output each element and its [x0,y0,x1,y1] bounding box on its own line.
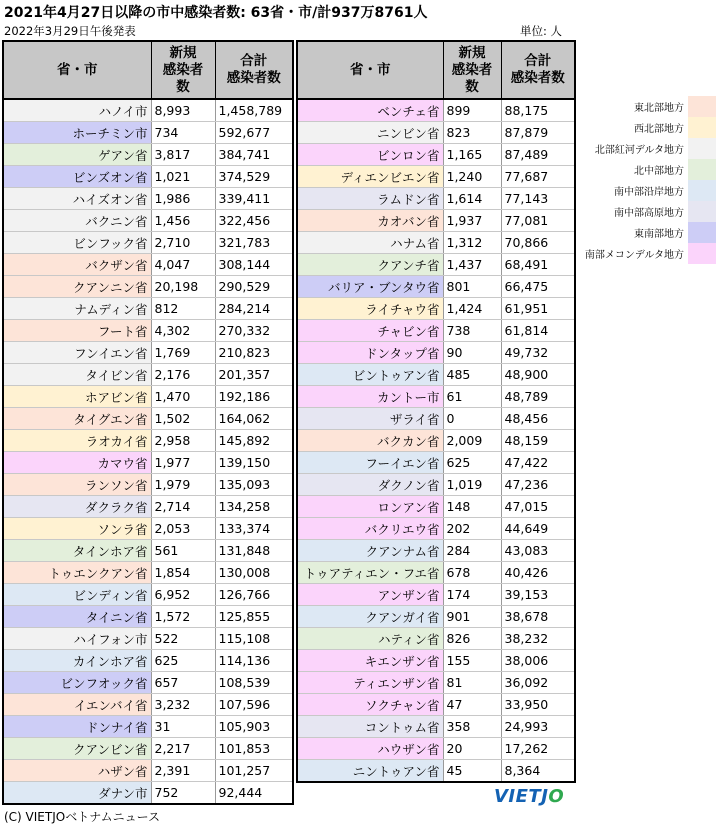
new-cases: 6,952 [151,584,215,606]
total-cases: 47,422 [501,452,575,474]
legend-label: 西北部地方 [634,124,684,135]
province-name: タイニン省 [3,606,151,628]
total-cases: 339,411 [215,188,293,210]
province-name: ソクチャン省 [297,694,443,716]
table-row [3,232,293,254]
new-cases: 3,817 [151,144,215,166]
new-cases: 1,979 [151,474,215,496]
new-cases: 1,937 [443,210,501,232]
total-cases: 135,093 [215,474,293,496]
table-row [3,99,293,122]
new-cases: 1,977 [151,452,215,474]
total-cases: 133,374 [215,518,293,540]
legend-label: 東南部地方 [634,229,684,240]
new-cases: 738 [443,320,501,342]
table-row [297,760,575,783]
province-name: ニンビン省 [297,122,443,144]
province-name: ハウザン省 [297,738,443,760]
table-row [3,122,293,144]
legend-label: 北中部地方 [634,166,684,177]
total-cases: 201,357 [215,364,293,386]
province-name: クアンナム省 [297,540,443,562]
new-cases: 81 [443,672,501,694]
province-name: ランソン省 [3,474,151,496]
new-cases: 20,198 [151,276,215,298]
new-cases: 174 [443,584,501,606]
new-cases: 20 [443,738,501,760]
table-row [297,364,575,386]
new-cases: 2,391 [151,760,215,782]
legend-swatch [688,243,716,264]
new-cases: 148 [443,496,501,518]
copyright: (C) VIETJOベトナムニュース [4,810,161,824]
province-name: ゲアン省 [3,144,151,166]
province-name: ライチャウ省 [297,298,443,320]
table-row [297,496,575,518]
new-cases: 823 [443,122,501,144]
total-cases: 77,687 [501,166,575,188]
province-header: 省・市 [297,41,443,99]
new-cases: 1,502 [151,408,215,430]
new-cases: 2,714 [151,496,215,518]
table-row [297,562,575,584]
table-row [3,386,293,408]
new-cases: 1,614 [443,188,501,210]
province-name: バクカン省 [297,430,443,452]
table-row [3,320,293,342]
total-cases: 77,081 [501,210,575,232]
total-cases: 17,262 [501,738,575,760]
total-cases: 61,814 [501,320,575,342]
province-name: ハナム省 [297,232,443,254]
table-row [3,144,293,166]
table-row [3,254,293,276]
province-name: ダナン市 [3,782,151,805]
new-cases-header: 新規 感染者 数 [151,41,215,99]
new-cases: 657 [151,672,215,694]
report-date: 2022年3月29日午後発表 [4,24,136,38]
new-cases: 1,572 [151,606,215,628]
new-cases: 899 [443,99,501,122]
province-name: ロンアン省 [297,496,443,518]
legend-swatch [688,180,716,201]
table-row [3,628,293,650]
total-cases: 145,892 [215,430,293,452]
total-cases: 36,092 [501,672,575,694]
new-cases: 561 [151,540,215,562]
province-name: ビンロン省 [297,144,443,166]
table-row [297,188,575,210]
province-name: ドンタップ省 [297,342,443,364]
table-row [3,408,293,430]
new-cases: 90 [443,342,501,364]
province-name: カマウ省 [3,452,151,474]
legend-item [578,180,716,201]
total-cases: 284,214 [215,298,293,320]
legend-item [578,138,716,159]
table-row [3,496,293,518]
table-row [3,188,293,210]
total-cases: 105,903 [215,716,293,738]
new-cases: 4,302 [151,320,215,342]
table-row [297,144,575,166]
legend-label: 東北部地方 [634,103,684,114]
new-cases: 61 [443,386,501,408]
province-name: ハティン省 [297,628,443,650]
total-cases: 70,866 [501,232,575,254]
province-header: 省・市 [3,41,151,99]
table-row [297,408,575,430]
total-cases: 77,143 [501,188,575,210]
table-row [297,518,575,540]
new-cases: 8,993 [151,99,215,122]
province-name: ドンナイ省 [3,716,151,738]
table-row [297,320,575,342]
new-cases: 1,424 [443,298,501,320]
table-row [3,738,293,760]
legend-swatch [688,222,716,243]
total-cases: 49,732 [501,342,575,364]
province-name: ラオカイ省 [3,430,151,452]
province-name: コントゥム省 [297,716,443,738]
table-row [297,716,575,738]
province-name: キエンザン省 [297,650,443,672]
new-cases: 522 [151,628,215,650]
vietjo-logo: VIETJO [494,786,565,807]
legend-swatch [688,96,716,117]
province-name: ハザン省 [3,760,151,782]
new-cases: 812 [151,298,215,320]
new-cases: 1,769 [151,342,215,364]
left-table [2,40,294,805]
province-name: ビンディン省 [3,584,151,606]
table-row [3,518,293,540]
table-row [3,342,293,364]
total-cases: 114,136 [215,650,293,672]
new-cases: 1,437 [443,254,501,276]
new-cases: 1,240 [443,166,501,188]
legend-swatch [688,117,716,138]
new-cases: 826 [443,628,501,650]
total-cases: 39,153 [501,584,575,606]
total-cases: 139,150 [215,452,293,474]
table-row [297,672,575,694]
table-row [297,386,575,408]
total-cases: 66,475 [501,276,575,298]
total-cases: 33,950 [501,694,575,716]
legend-item [578,243,716,264]
total-cases: 47,015 [501,496,575,518]
page-title: 2021年4月27日以降の市中感染者数: 63省・市/計937万8761人 [4,5,428,21]
table-row [3,694,293,716]
table-row [3,452,293,474]
table-row [297,166,575,188]
province-name: バクニン省 [3,210,151,232]
legend-label: 南中部沿岸地方 [614,187,684,198]
new-cases: 1,986 [151,188,215,210]
legend-label: 南中部高原地方 [614,208,684,219]
total-cases: 88,175 [501,99,575,122]
total-cases: 101,257 [215,760,293,782]
table-row [297,99,575,122]
right-table [296,40,576,783]
total-cases: 24,993 [501,716,575,738]
legend-label: 北部紅河デルタ地方 [594,145,684,156]
table-row [297,738,575,760]
province-name: カオバン省 [297,210,443,232]
table-row [3,606,293,628]
legend-item [578,159,716,180]
legend-swatch [688,201,716,222]
table-row [297,342,575,364]
new-cases: 45 [443,760,501,783]
new-cases: 752 [151,782,215,805]
new-cases: 2,710 [151,232,215,254]
table-row [297,452,575,474]
table-row [3,650,293,672]
table-row [3,540,293,562]
table-row [3,474,293,496]
province-name: ダクノン省 [297,474,443,496]
new-cases: 901 [443,606,501,628]
table-row [297,650,575,672]
province-name: イエンバイ省 [3,694,151,716]
table-row [297,254,575,276]
new-cases: 1,854 [151,562,215,584]
legend-item [578,222,716,243]
province-name: ビンズオン省 [3,166,151,188]
table-row [297,606,575,628]
province-name: バクリエウ省 [297,518,443,540]
total-cases: 270,332 [215,320,293,342]
total-cases: 48,456 [501,408,575,430]
province-name: トゥアティエン・フエ省 [297,562,443,584]
total-cases: 290,529 [215,276,293,298]
province-name: フンイエン省 [3,342,151,364]
province-name: ハイズオン省 [3,188,151,210]
total-cases: 8,364 [501,760,575,783]
total-cases: 125,855 [215,606,293,628]
table-row [3,760,293,782]
new-cases: 1,456 [151,210,215,232]
province-name: クアンチ省 [297,254,443,276]
total-cases: 61,951 [501,298,575,320]
total-cases: 48,900 [501,364,575,386]
table-row [297,628,575,650]
province-name: ラムドン省 [297,188,443,210]
province-name: ディエンビエン省 [297,166,443,188]
new-cases: 2,053 [151,518,215,540]
table-row [297,210,575,232]
total-cases: 134,258 [215,496,293,518]
total-cases: 1,458,789 [215,99,293,122]
province-name: バクザン省 [3,254,151,276]
new-cases: 801 [443,276,501,298]
province-name: ソンラ省 [3,518,151,540]
new-cases: 0 [443,408,501,430]
table-row [297,122,575,144]
new-cases: 678 [443,562,501,584]
province-name: クアンビン省 [3,738,151,760]
province-name: ホアビン省 [3,386,151,408]
total-cases: 48,789 [501,386,575,408]
table-row [297,232,575,254]
total-cases: 38,678 [501,606,575,628]
province-name: ビントゥアン省 [297,364,443,386]
new-cases: 1,470 [151,386,215,408]
total-cases: 321,783 [215,232,293,254]
table-row [297,694,575,716]
province-name: ザライ省 [297,408,443,430]
total-cases: 87,489 [501,144,575,166]
province-name: タイグエン省 [3,408,151,430]
total-cases: 68,491 [501,254,575,276]
new-cases: 4,047 [151,254,215,276]
province-name: タインホア省 [3,540,151,562]
new-cases: 2,009 [443,430,501,452]
province-name: ホーチミン市 [3,122,151,144]
province-name: ダクラク省 [3,496,151,518]
province-name: タイビン省 [3,364,151,386]
total-cases: 87,879 [501,122,575,144]
new-cases: 2,176 [151,364,215,386]
province-name: ハイフォン市 [3,628,151,650]
right-header-row [297,41,575,99]
province-name: ハノイ市 [3,99,151,122]
new-cases: 485 [443,364,501,386]
province-name: フーイエン省 [297,452,443,474]
total-cases: 101,853 [215,738,293,760]
legend-item [578,201,716,222]
total-cases: 40,426 [501,562,575,584]
left-header-row [3,41,293,99]
table-row [3,584,293,606]
new-cases: 31 [151,716,215,738]
new-cases: 1,312 [443,232,501,254]
legend-item [578,96,716,117]
total-cases: 192,186 [215,386,293,408]
new-cases: 734 [151,122,215,144]
new-cases: 2,217 [151,738,215,760]
table-row [297,540,575,562]
province-name: トゥエンクアン省 [3,562,151,584]
new-cases: 284 [443,540,501,562]
table-row [3,716,293,738]
unit-label: 単位: 人 [520,24,563,38]
table-row [3,782,293,805]
total-cases: 164,062 [215,408,293,430]
total-cases: 210,823 [215,342,293,364]
province-name: カントー市 [297,386,443,408]
total-cases-header: 合計 感染者数 [501,41,575,99]
total-cases: 92,444 [215,782,293,805]
total-cases: 308,144 [215,254,293,276]
table-row [297,276,575,298]
province-name: ビンフック省 [3,232,151,254]
new-cases: 625 [151,650,215,672]
new-cases: 3,232 [151,694,215,716]
province-name: チャビン省 [297,320,443,342]
table-row [297,430,575,452]
table-row [3,364,293,386]
new-cases: 1,021 [151,166,215,188]
table-row [3,298,293,320]
table-row [297,474,575,496]
total-cases: 592,677 [215,122,293,144]
province-name: ニントゥアン省 [297,760,443,783]
table-row [3,562,293,584]
new-cases: 2,958 [151,430,215,452]
province-name: クアンガイ省 [297,606,443,628]
total-cases: 44,649 [501,518,575,540]
legend-swatch [688,138,716,159]
total-cases: 47,236 [501,474,575,496]
province-name: カインホア省 [3,650,151,672]
total-cases: 126,766 [215,584,293,606]
province-name: ナムディン省 [3,298,151,320]
total-cases: 374,529 [215,166,293,188]
new-cases: 625 [443,452,501,474]
total-cases-header: 合計 感染者数 [215,41,293,99]
new-cases: 358 [443,716,501,738]
province-name: ベンチェ省 [297,99,443,122]
new-cases: 202 [443,518,501,540]
total-cases: 48,159 [501,430,575,452]
total-cases: 38,232 [501,628,575,650]
province-name: バリア・ブンタウ省 [297,276,443,298]
province-name: クアンニン省 [3,276,151,298]
total-cases: 384,741 [215,144,293,166]
total-cases: 108,539 [215,672,293,694]
total-cases: 322,456 [215,210,293,232]
province-name: ティエンザン省 [297,672,443,694]
new-cases: 47 [443,694,501,716]
province-name: フート省 [3,320,151,342]
total-cases: 38,006 [501,650,575,672]
table-row [3,210,293,232]
table-row [3,672,293,694]
new-cases-header: 新規 感染者 数 [443,41,501,99]
total-cases: 43,083 [501,540,575,562]
legend-swatch [688,159,716,180]
region-legend [578,96,716,264]
new-cases: 1,165 [443,144,501,166]
province-name: ビンフオック省 [3,672,151,694]
legend-item [578,117,716,138]
total-cases: 130,008 [215,562,293,584]
table-row [297,584,575,606]
new-cases: 155 [443,650,501,672]
total-cases: 115,108 [215,628,293,650]
table-row [297,298,575,320]
table-row [3,430,293,452]
province-name: アンザン省 [297,584,443,606]
new-cases: 1,019 [443,474,501,496]
total-cases: 131,848 [215,540,293,562]
total-cases: 107,596 [215,694,293,716]
table-row [3,166,293,188]
table-row [3,276,293,298]
legend-label: 南部メコンデルタ地方 [584,250,684,261]
